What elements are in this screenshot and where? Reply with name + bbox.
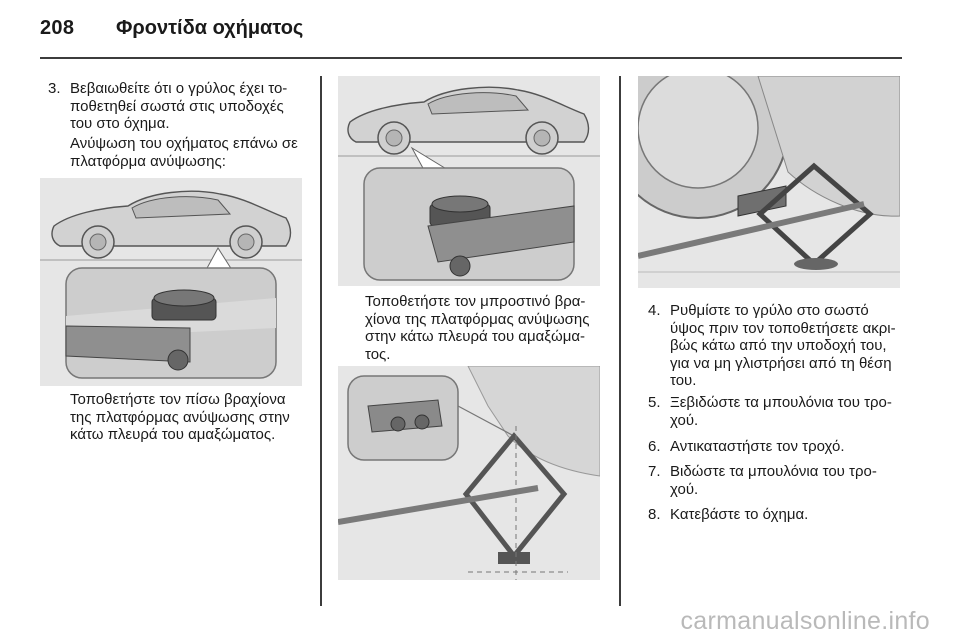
column-divider-2: [619, 76, 621, 606]
step-number: 7.: [648, 463, 661, 480]
jack-ground-illustration: [638, 76, 900, 288]
step-number: 3.: [48, 80, 61, 97]
jack-placement-illustration: [338, 366, 600, 580]
step-5: [648, 394, 900, 429]
step-3-subtext: Ανύψωση του οχήματος επάνω σε πλατφόρμα ανύψωσης:: [70, 135, 298, 170]
step-text: Κατεβάστε το όχημα.: [670, 506, 809, 523]
header-rule: [40, 57, 902, 59]
step-number: 5.: [648, 394, 661, 411]
step-6: [648, 438, 900, 456]
step-number: 8.: [648, 506, 661, 523]
page-number: 208: [40, 17, 75, 39]
step-number: 6.: [648, 438, 661, 455]
step-text: Βιδώστε τα μπουλόνια του τρο-χού.: [670, 463, 877, 498]
step-4: [648, 302, 900, 390]
step-text: Βεβαιωθείτε ότι ο γρύλος έχει το-ποθετηθεί σωστά στις υποδοχές του στο όχημα.: [70, 80, 288, 132]
rear-arm-caption: Τοποθετήστε τον πίσω βραχίονα της πλατφόρμας ανύψωσης στην κάτω πλευρά του αμαξώματος.: [70, 391, 290, 443]
section-title: Φροντίδα οχήματος: [116, 17, 304, 39]
step-text: Ρυθμίστε το γρύλο στο σωστό ύψος πριν τον τοποθετήσετε ακρι-βώς κάτω από την υποδοχή του, για να μη γλιστρήσει από τη θέση του.: [670, 302, 896, 389]
step-3: [48, 80, 306, 133]
step-text: Αντικαταστήστε τον τροχό.: [670, 438, 845, 455]
watermark-text: carmanualsonline.info: [680, 607, 930, 635]
step-number: 4.: [648, 302, 661, 319]
step-7: [648, 463, 900, 498]
step-8: [648, 506, 900, 524]
column-divider-1: [320, 76, 322, 606]
step-text: Ξεβιδώστε τα μπουλόνια του τρο-χού.: [670, 394, 892, 429]
front-arm-caption: Τοποθετήστε τον μπροστινό βρα-χίονα της πλατφόρμας ανύψωσης στην κάτω πλευρά του αμαξώμα-τος.: [365, 293, 590, 363]
lift-rear-illustration: [40, 178, 302, 386]
lift-front-illustration: [338, 76, 600, 286]
